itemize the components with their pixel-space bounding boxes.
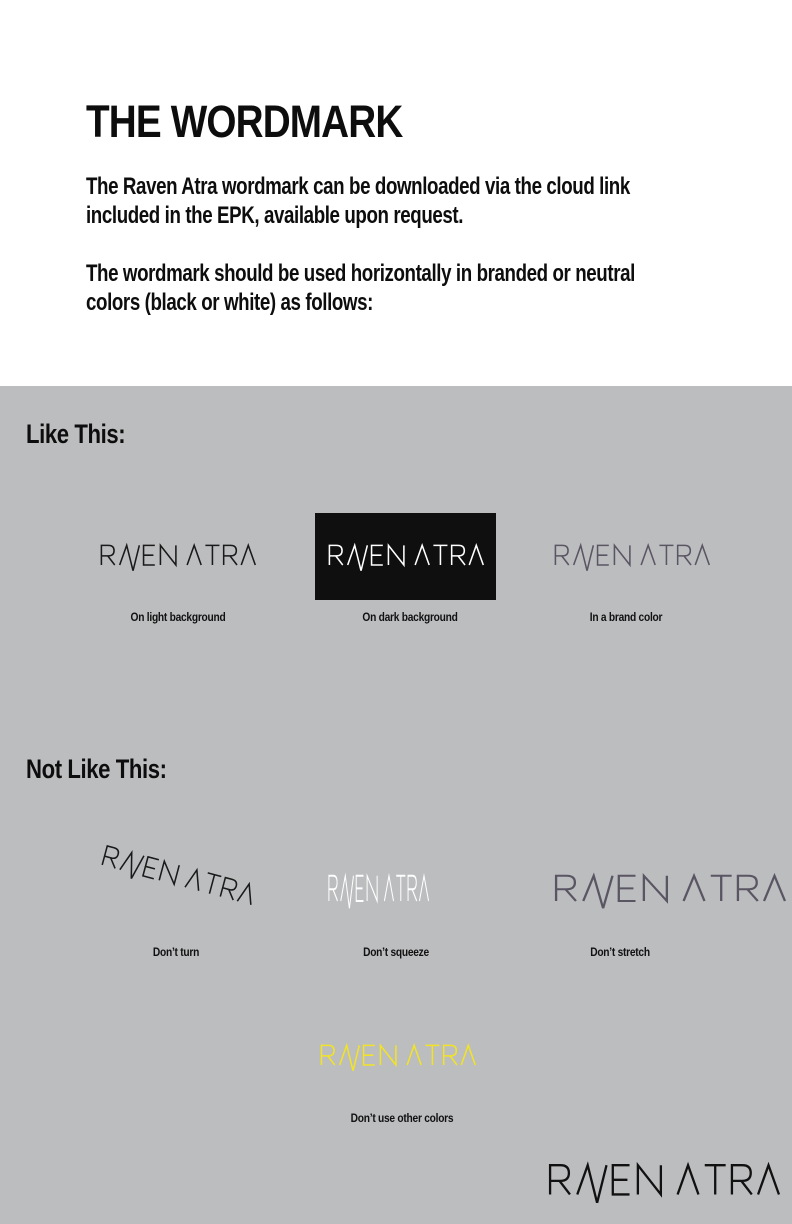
usage-paragraph-line1: The wordmark should be used horizontally in branded or neutral [86,260,635,287]
download-paragraph [86,172,632,230]
caption-dont-squeeze: Don’t squeeze [363,945,429,959]
usage-paragraph [86,259,635,317]
usage-paragraph-line2: colors (black or white) as follows: [86,289,373,316]
caption-dont-stretch: Don’t stretch [590,945,650,959]
caption-dark-background: On dark background [362,610,458,624]
caption-brand-color: In a brand color [589,610,663,624]
caption-dont-use-other-colors: Don’t use other colors [350,1111,454,1125]
page-title: THE WORDMARK [86,96,403,147]
wordmark-brand-color-logo [554,540,710,576]
examples-panel [0,386,792,1224]
wordmark-stretched-logo [554,874,786,910]
wordmark-dark-logo [328,540,484,576]
wordmark-other-color-logo [320,1040,476,1076]
do-heading: Like This: [26,419,126,449]
wordmark-turned-logo [100,860,256,896]
raven-atra-logo [548,1158,780,1210]
caption-dont-turn: Don’t turn [152,945,200,959]
download-paragraph-line2: included in the EPK, available upon request. [86,202,464,229]
download-paragraph-line1: The Raven Atra wordmark can be downloaded via the cloud link [86,173,630,200]
dont-heading: Not Like This: [26,754,167,784]
wordmark-light-logo [100,540,256,576]
caption-light-background: On light background [130,610,226,624]
wordmark-squeezed-logo [328,874,429,910]
